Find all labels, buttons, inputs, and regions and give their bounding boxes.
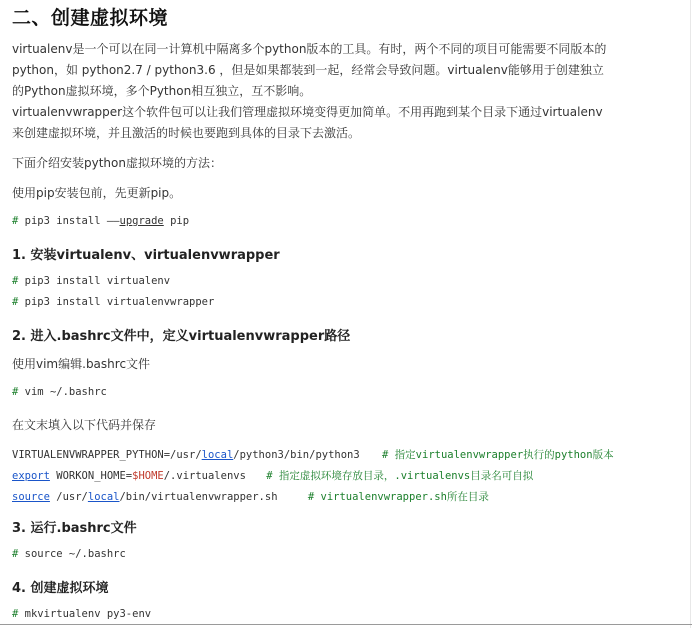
command-text: source ~/.bashrc bbox=[24, 548, 126, 560]
code-text: /.virtualenvs bbox=[163, 470, 246, 482]
pip-update-text: 使用pip安装包前，先更新pip。 bbox=[12, 186, 182, 200]
intro-line: 的Python虚拟环境，多个Python相互独立，互不影响。 bbox=[12, 84, 312, 98]
code-text: /python3/bin/python3 bbox=[233, 449, 360, 461]
intro-line: virtualenvwrapper这个软件包可以让我们管理虚拟环境变得更加简单。不用再跑到某个目录下通过virtualenv bbox=[12, 105, 603, 119]
intro-line: virtualenv是一个可以在同一计算机中隔离多个python版本的工具。有时，两个不同的项目可能需要不同版本的 bbox=[12, 42, 607, 56]
code-variable: $HOME bbox=[132, 470, 164, 482]
code-line bbox=[12, 468, 533, 483]
code-keyword: local bbox=[201, 449, 234, 461]
code-comment: # virtualenvwrapper.sh所在目录 bbox=[307, 491, 489, 503]
intro-line: 来创建虚拟环境，并且激活的时候也要跑到具体的目录下去激活。 bbox=[12, 126, 361, 140]
code-keyword: source bbox=[12, 491, 50, 503]
intro-line: python，如 python2.7 / python3.6 ，但是如果都装到一起，经常会导致问题。virtualenv能够用于创建独立 bbox=[12, 63, 604, 77]
prompt-hash: # bbox=[12, 296, 19, 308]
code-line bbox=[12, 386, 107, 398]
right-border bbox=[690, 0, 691, 628]
section-heading: 二、创建虚拟环境 bbox=[12, 7, 169, 29]
code-line bbox=[12, 489, 489, 504]
code-keyword: export bbox=[12, 470, 50, 482]
command-text: pip3 install virtualenvwrapper bbox=[24, 296, 215, 308]
prompt-hash: # bbox=[12, 608, 19, 620]
method-intro: 下面介绍安装python虚拟环境的方法： bbox=[12, 156, 222, 170]
prompt-hash: # bbox=[12, 386, 19, 398]
code-comment: # 指定虚拟环境存放目录，.virtualenvs目录名可自拟 bbox=[266, 470, 534, 482]
append-text: 在文末填入以下代码并保存 bbox=[12, 418, 157, 432]
command-text: pip3 install bbox=[24, 215, 107, 227]
code-text: /usr/ bbox=[49, 491, 88, 503]
code-line bbox=[12, 296, 214, 308]
prompt-hash: # bbox=[12, 548, 19, 560]
code-line bbox=[12, 608, 151, 620]
prompt-hash: # bbox=[12, 215, 19, 227]
prompt-hash: # bbox=[12, 275, 19, 287]
command-text: pip bbox=[163, 215, 190, 227]
command-text: pip3 install virtualenv bbox=[24, 275, 171, 287]
code-line bbox=[12, 275, 170, 287]
command-flag: upgrade bbox=[119, 215, 164, 227]
pip-update-command bbox=[12, 215, 189, 227]
code-text: /bin/virtualenvwrapper.sh bbox=[119, 491, 278, 503]
step-2-title: 2. 进入.bashrc文件中，定义virtualenvwrapper路径 bbox=[12, 329, 351, 344]
command-text: vim ~/.bashrc bbox=[24, 386, 107, 398]
step-3-title: 3. 运行.bashrc文件 bbox=[12, 521, 137, 536]
step-1-title: 1. 安装virtualenv、virtualenvwrapper bbox=[12, 248, 280, 263]
command-dashes: —— bbox=[106, 215, 120, 227]
code-line bbox=[12, 548, 126, 560]
step-4-title: 4. 创建虚拟环境 bbox=[12, 581, 109, 596]
step-2-text: 使用vim编辑.bashrc文件 bbox=[12, 357, 151, 371]
code-comment: # 指定virtualenvwrapper执行的python版本 bbox=[382, 449, 614, 461]
command-text: mkvirtualenv py3-env bbox=[24, 608, 152, 620]
code-text: WORKON_HOME= bbox=[49, 470, 133, 482]
bottom-border bbox=[0, 624, 692, 625]
code-keyword: local bbox=[87, 491, 120, 503]
code-text: VIRTUALENVWRAPPER_PYTHON=/usr/ bbox=[12, 449, 202, 461]
code-line bbox=[12, 447, 614, 462]
